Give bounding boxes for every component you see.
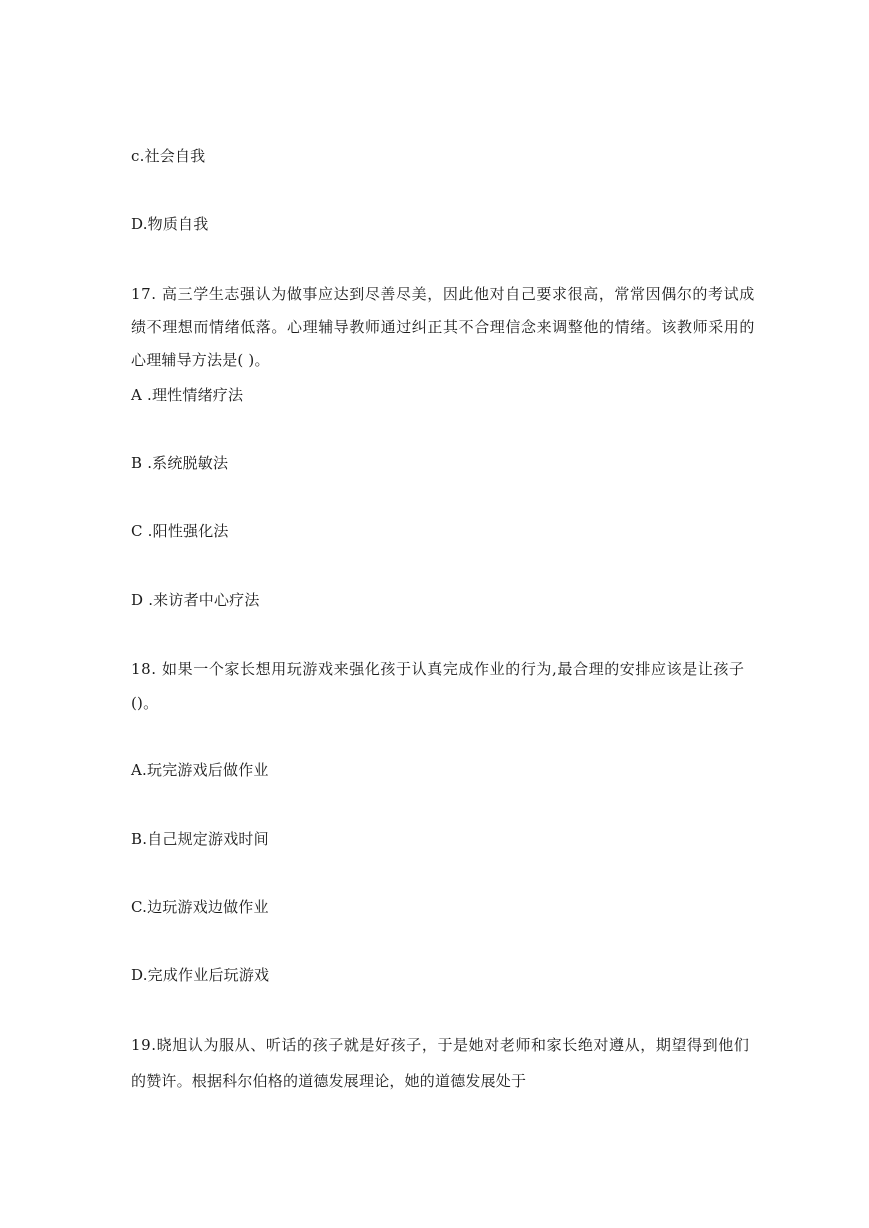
q18-option-c: C.边玩游戏边做作业: [131, 898, 269, 916]
q16-option-c: c.社会自我: [131, 147, 206, 165]
q17-option-b: B .系统脱敏法: [131, 454, 229, 472]
q19-stem-line-2: 的赞许。根据科尔伯格的道德发展理论，她的道德发展处于: [131, 1072, 527, 1090]
q18-stem-line-2: ()。: [131, 694, 159, 712]
q18-option-a: A.玩完游戏后做作业: [131, 761, 269, 779]
q18-option-d: D.完成作业后玩游戏: [131, 966, 270, 984]
q17-option-a: A .理性情绪疗法: [131, 386, 244, 404]
q17-stem-line-1: 17. 高三学生志强认为做事应达到尽善尽美，因此他对自己要求很高，常常因偶尔的考试成: [131, 285, 755, 303]
q19-stem-line-1: 19.晓旭认为服从、听话的孩子就是好孩子，于是她对老师和家长绝对遵从，期望得到他们: [131, 1036, 750, 1054]
q17-option-c: C .阳性强化法: [131, 522, 229, 540]
q16-option-d: D.物质自我: [131, 215, 209, 233]
q17-stem-line-3: 心理辅导方法是( )。: [131, 351, 270, 369]
q17-option-d: D .来访者中心疗法: [131, 591, 260, 609]
q18-stem-line-1: 18. 如果一个家长想用玩游戏来强化孩于认真完成作业的行为,最合理的安排应该是让孩子: [131, 660, 745, 678]
q18-option-b: B.自己规定游戏时间: [131, 830, 269, 848]
q17-stem-line-2: 绩不理想而情绪低落。心理辅导教师通过纠正其不合理信念来调整他的情绪。该教师采用的: [131, 318, 756, 336]
